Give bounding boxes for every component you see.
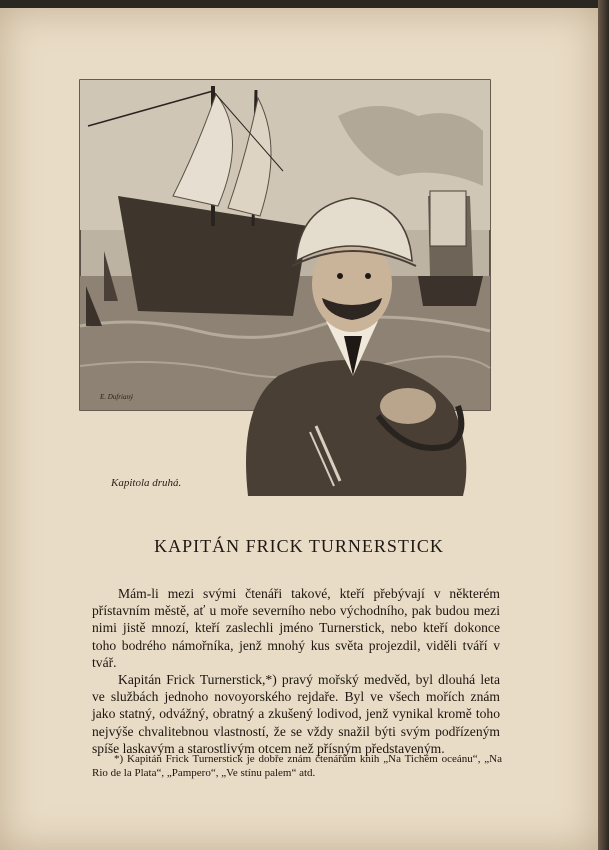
chapter-caption: Kapitola druhá. <box>111 477 182 489</box>
book-page <box>0 8 598 850</box>
chapter-illustration <box>78 76 492 496</box>
body-text <box>92 585 500 757</box>
paragraph-2: Kapitán Frick Turnerstick,*) pravý mořský medvěd, byl dlouhá leta ve službách jednoho novoyorského rejdaře. Byl ve všech mořích znám jako statný, odvážný, obratný a zkušený lodivod, jenž vynikal kromě toho nejvýše chvalitebnou vlastností, že se vždy snažil býti svým podřízeným spíše laskavým a starostlivým otcem než přísným představeným. <box>92 672 500 756</box>
illustration-signature: E. Dufrianý <box>100 393 134 401</box>
paragraph-1: Mám-li mezi svými čtenáři takové, kteří přebývají v některém přístavním městě, ať u moře severního nebo východního, pak budou mezi nimi jistě mnozí, kteří zaslechli jméno Turnerstick, nebo kteří dokonce toho bodrého námořníka, jenž mnohý kus světa projezdil, viděli tváří v tvář. <box>92 586 500 670</box>
footnote-text: *) Kapitán Frick Turnerstick je dobře znám čtenářům knih „Na Tichém oceánu“, „Na Rio de la Plata“, „Pampero“, „Ve stínu palem“ atd. <box>92 753 502 779</box>
chapter-title: KAPITÁN FRICK TURNERSTICK <box>154 536 444 556</box>
illustration-drawing <box>78 76 492 496</box>
footnote <box>92 752 502 780</box>
page-edge-shadow <box>598 0 609 850</box>
